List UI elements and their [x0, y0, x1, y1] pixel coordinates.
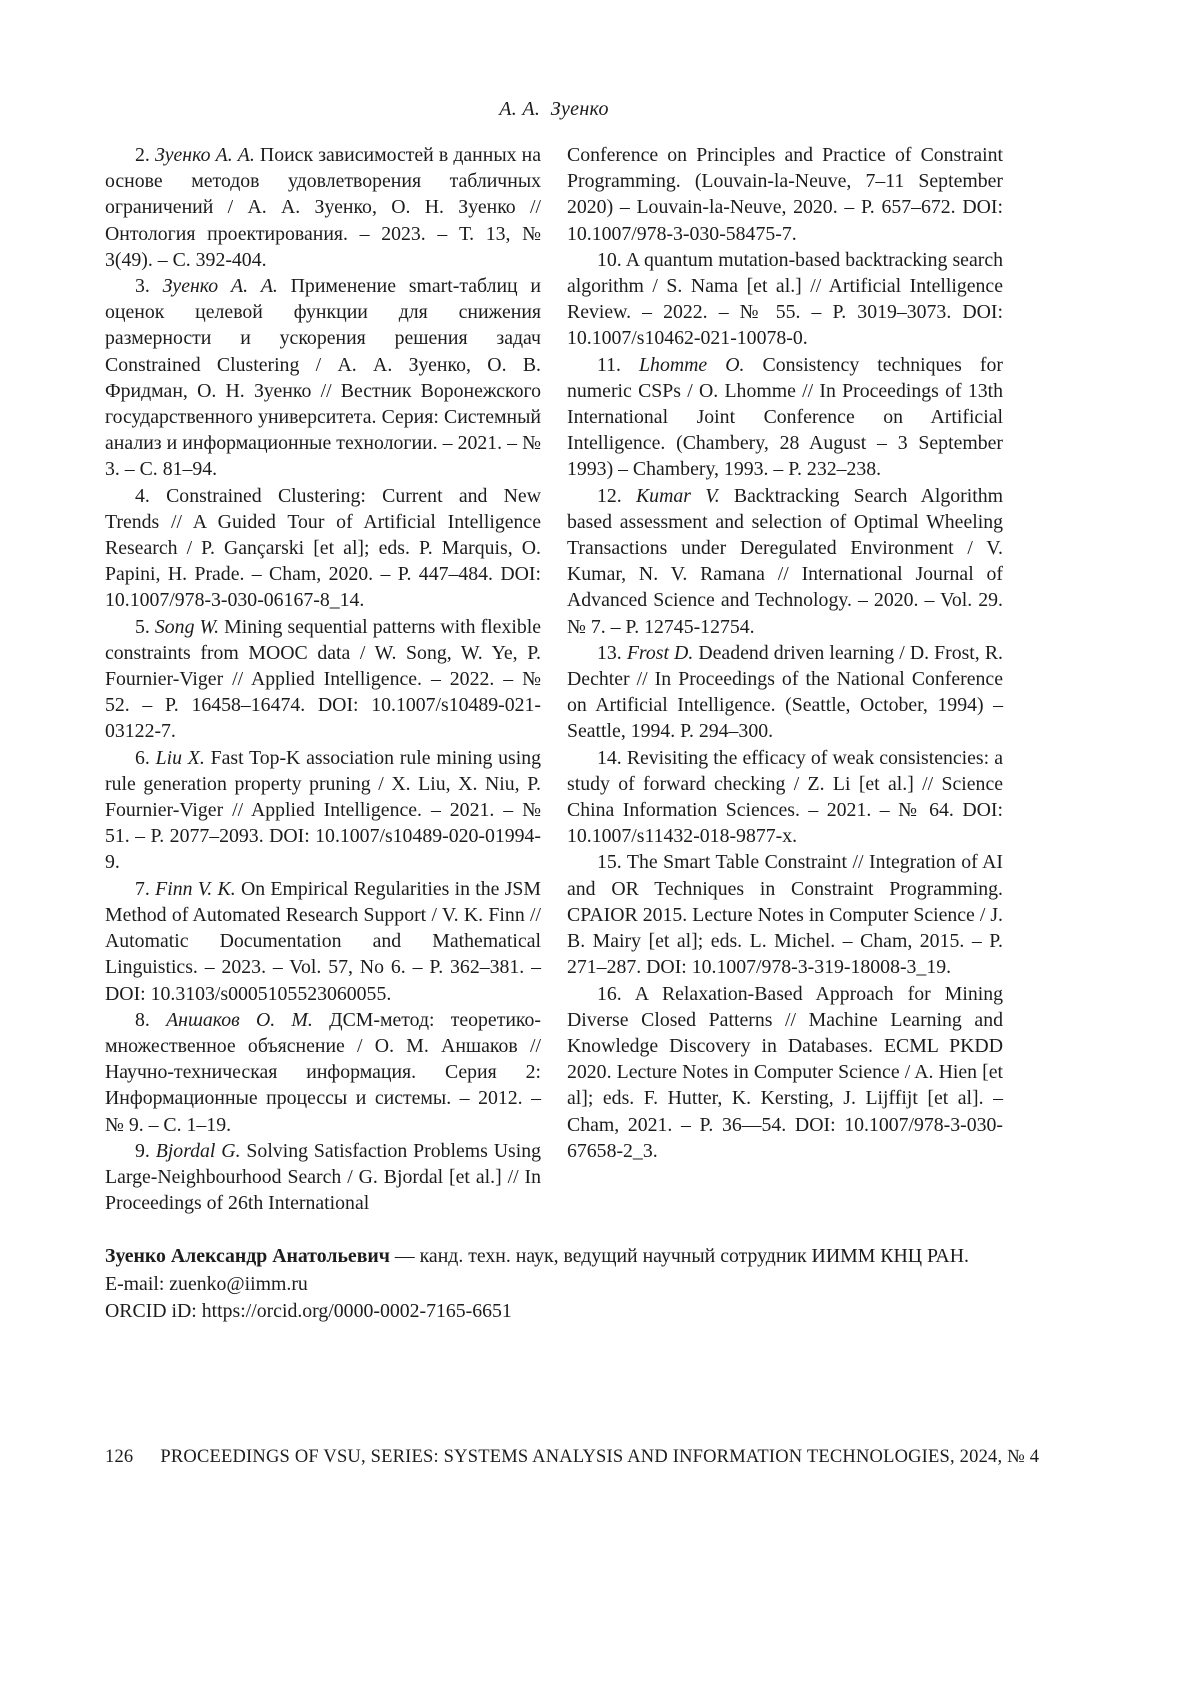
reference-text: Consistency techniques for numeric CSPs / O. Lhomme // In Proceedings of 13th International Joint Conference on Artificial Intelligence. (Chambery, 28 August – 3 September 1993) – Chambery, 1993. – P. 232–238.: [567, 353, 1003, 481]
reference-number: 14.: [597, 746, 627, 769]
reference-entry: [105, 273, 541, 483]
author-name: Зуенко Александр Анатольевич: [105, 1245, 390, 1268]
reference-entry: [567, 745, 1003, 850]
reference-entry: [567, 142, 1003, 247]
reference-number: 2.: [135, 144, 155, 166]
reference-author: Зуенко А. А.: [154, 144, 260, 166]
reference-number: 10.: [597, 248, 626, 271]
reference-entry: [567, 247, 1003, 352]
email-label: E-mail:: [105, 1272, 165, 1295]
reference-text: Mining sequential patterns with flexible constraints from MOOC data / W. Song, W. Ye, P. Fournier-Viger // Applied Intelligence. – 2022. – № 52. – P. 16458–16474. DOI: 10.1007/s10489-021-03122-7.: [105, 615, 541, 743]
reference-author: Bjordal G.: [155, 1139, 247, 1162]
reference-number: 7.: [135, 877, 156, 900]
page-footer: [105, 1447, 1040, 1468]
reference-number: 5.: [135, 615, 155, 638]
reference-number: 6.: [135, 746, 156, 769]
reference-author: Kumar V.: [635, 484, 734, 507]
author-orcid-url: https://orcid.org/0000-0002-7165-6651: [201, 1300, 512, 1323]
reference-author: Зуенко А. А.: [162, 275, 291, 298]
author-email-line: [105, 1271, 1003, 1299]
author-bio-line: [105, 1243, 1003, 1271]
reference-number: 16.: [597, 982, 635, 1005]
reference-number: 9.: [135, 1139, 156, 1162]
reference-number: 11.: [597, 353, 640, 376]
reference-entry: [105, 876, 541, 1007]
reference-text: A Relaxation-Based Approach for Mining Diverse Closed Patterns // Machine Learning and Knowledge Discovery in Databases. ECML PKDD 2020. Lecture Notes in Computer Science / A. Hien [et al]; eds. F. Hutter, K. Kersting, J. Lijffijt [et al]. – Cham, 2021. – P. 36—54. DOI: 10.1007/978-3-030-67658-2_3.: [567, 982, 1003, 1162]
reference-text: Constrained Clustering: Current and New Trends // A Guided Tour of Artificial Intelligence Research / P. Gançarski [et al]; eds. P. Marquis, O. Papini, H. Prade. – Cham, 2020. – P. 447–484. DOI: 10.1007/978-3-030-06167-8_14.: [105, 484, 541, 612]
author-info-block: [105, 1243, 1003, 1326]
reference-author: Liu X.: [155, 746, 211, 769]
running-head-author: А. А. Зуенко: [499, 98, 609, 120]
reference-text: Применение smart-таблиц и оценок целевой функции для снижения размерности и ускорения решения задач Constrained Clustering / А. А. Зуенко, О. В. Фридман, О. Н. Зуенко // Вестник Воронежского государственного университета. Серия: Системный анализ и информационные технологии. – 2021. – № 3. – С. 81–94.: [105, 275, 542, 481]
reference-text: A quantum mutation-based backtracking search algorithm / S. Nama [et al.] // Artificial Intelligence Review. – 2022. – № 55. – P. 3019–3073. DOI: 10.1007/s10462-021-10078-0.: [567, 248, 1003, 350]
reference-number: 13.: [597, 641, 627, 664]
reference-number: 12.: [597, 484, 636, 507]
reference-entry: [105, 745, 541, 876]
reference-entry: [105, 614, 541, 745]
reference-text: Deadend driven learning / D. Frost, R. Dechter // In Proceedings of the National Conference on Artificial Intelligence. (Seattle, October, 1994) – Seattle, 1994. P. 294–300.: [567, 641, 1003, 743]
reference-text: Backtracking Search Algorithm based assessment and selection of Optimal Wheeling Transactions under Deregulated Environment / V. Kumar, N. V. Ramana // International Journal of Advanced Science and Technology. – 2020. – Vol. 29. № 7. – P. 12745-12754.: [567, 484, 1004, 638]
reference-author: Finn V. K.: [155, 877, 241, 900]
reference-entry: [105, 483, 541, 614]
reference-text: Поиск зависимостей в данных на основе методов удовлетворения табличных ограничений / А. А. Зуенко, О. Н. Зуенко // Онтология проектирования. – 2023. – Т. 13, № 3(49). – С. 392-404.: [105, 144, 542, 271]
reference-text: Revisiting the efficacy of weak consistencies: a study of forward checking / Z. Li [et al.] // Science China Information Sciences. – 2021. – № 64. DOI: 10.1007/s11432-018-9877-x.: [567, 746, 1003, 848]
reference-text: On Empirical Regularities in the JSM Method of Automated Research Support / V. K. Finn // Automatic Documentation and Mathematical Linguistics. – 2023. – Vol. 57, No 6. – P. 362–381. – DOI: 10.3103/s0005105523060055.: [105, 877, 541, 1005]
reference-entry: [567, 849, 1003, 980]
reference-number: 4.: [135, 484, 167, 507]
reference-author: Song W.: [154, 615, 225, 638]
author-degree-text: — канд. техн. наук, ведущий научный сотрудник ИИММ КНЦ РАН.: [394, 1245, 969, 1268]
references-column-right: [567, 142, 1003, 1216]
reference-entry: [567, 981, 1003, 1164]
page-content: [105, 98, 1003, 1326]
author-email: zuenko@iimm.ru: [169, 1272, 308, 1295]
references-column-left: [105, 142, 541, 1216]
reference-text: ДСМ-метод: теоретико-множественное объяснение / О. М. Аншаков // Научно-техническая информация. Серия 2: Информационные процессы и системы. – 2012. – № 9. – С. 1–19.: [105, 1008, 542, 1136]
orcid-label: ORCID iD:: [105, 1300, 197, 1323]
references-section: [105, 142, 1003, 1216]
reference-number: 8.: [135, 1008, 167, 1031]
reference-entry: [105, 1007, 541, 1138]
reference-author: Lhomme O.: [639, 353, 763, 376]
page-number: 126: [105, 1447, 134, 1467]
reference-number: 15.: [597, 851, 627, 874]
reference-text: Solving Satisfaction Problems Using Large-Neighbourhood Search / G. Bjordal [et al.] // In Proceedings of 26th International: [105, 1139, 541, 1215]
reference-entry: [105, 142, 541, 273]
author-orcid-line: [105, 1298, 1003, 1326]
reference-entry: [567, 640, 1003, 745]
reference-author: Frost D.: [626, 641, 699, 664]
reference-text: Conference on Principles and Practice of Constraint Programming. (Louvain-la-Neuve, 7–11 September 2020) – Louvain-la-Neuve, 2020. – P. 657–672. DOI: 10.1007/978-3-030-58475-7.: [567, 144, 1003, 245]
reference-author: Аншаков О. М.: [166, 1008, 330, 1031]
reference-number: 3.: [135, 275, 163, 298]
reference-entry: [567, 483, 1003, 640]
reference-text: The Smart Table Constraint // Integration of AI and OR Techniques in Constraint Programming. CPAIOR 2015. Lecture Notes in Computer Science / J. B. Mairy [et al]; eds. L. Michel. – Cham, 2015. – P. 271–287. DOI: 10.1007/978-3-319-18008-3_19.: [567, 851, 1003, 979]
journal-title: PROCEEDINGS OF VSU, SERIES: SYSTEMS ANALYSIS AND INFORMATION TECHNOLOGIES, 2024, № 4: [160, 1447, 1040, 1467]
reference-text: Fast Top-K association rule mining using rule generation property pruning / X. Liu, X. Niu, P. Fournier-Viger // Applied Intelligence. – 2021. – № 51. – P. 2077–2093. DOI: 10.1007/s10489-020-01994-9.: [105, 746, 542, 874]
reference-entry: [105, 1138, 541, 1217]
reference-entry: [567, 352, 1003, 483]
